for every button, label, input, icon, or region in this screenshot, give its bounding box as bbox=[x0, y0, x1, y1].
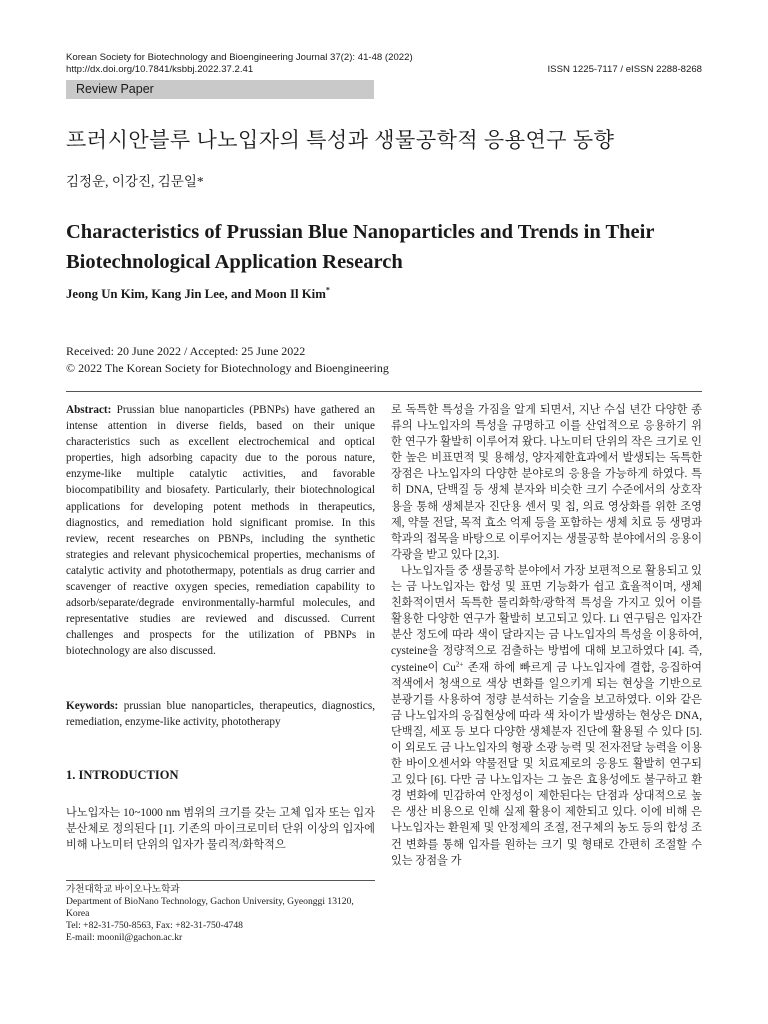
introduction-heading: 1. INTRODUCTION bbox=[66, 768, 179, 782]
title-korean: 프러시안블루 나노입자의 특성과 생물공학적 응용연구 동향 bbox=[66, 128, 615, 152]
keywords-text: prussian blue nanoparticles, therapeutics, diagnostics, remediation, enzyme-like activity, phototherapy bbox=[66, 700, 376, 729]
abstract bbox=[66, 402, 375, 660]
introduction-text: 나노입자는 10~1000 nm 범위의 크기를 갖는 고체 입자 또는 입자 분산체로 정의된다 [1]. 기존의 마이크로미터 단위 이상의 입자에 비해 나노미터 단위의 입자가 물리적/화학적으 bbox=[66, 807, 375, 852]
title-english-line1: Characteristics of Prussian Blue Nanoparticles and Trends in Their bbox=[66, 221, 655, 243]
copyright: © 2022 The Korean Society for Biotechnology and Bioengineering bbox=[66, 361, 389, 375]
right-column bbox=[391, 402, 702, 869]
issn: ISSN 1225-7117 / eISSN 2288-8268 bbox=[547, 64, 702, 75]
title-english-line2: Biotechnological Application Research bbox=[66, 251, 403, 273]
contact-phone: Tel: +82-31-750-8563, Fax: +82-31-750-4748 bbox=[66, 920, 243, 931]
affiliation-english: Department of BioNano Technology, Gachon University, Gyeonggi 13120, Korea bbox=[66, 896, 354, 919]
header-divider bbox=[66, 391, 702, 392]
paragraph-2-part1: 나노입자들 중 생물공학 분야에서 가장 보편적으로 활용되고 있는 금 나노입자는 합성 및 표면 기능화가 쉽고 효율적이며, 생체 친화적이면서 독특한 물리화학/광학적 특성을 가지고 있어 이를 활용한 다양한 연구가 활발히 보고되고 있다. Li 연구팀은 입자간 분산 정도에 따라 색이 달라지는 금 나노입자의 특성을 이용하여, cysteine을 정량적으로 검출하는 방법에 대해 보고하였다 [4]. 즉, cysteine이 Cu bbox=[391, 564, 702, 674]
keywords-label: Keywords: bbox=[66, 700, 119, 712]
paragraph-2-part2: 존재 하에 빠르게 금 나노입자에 결합, 응집하여 적색에서 청색으로 색상 변화를 일으키게 되는 현상을 기반으로 분광기를 사용하여 정량 분석하는 기술을 보고하였다. 이와 같은 금 나노입자의 응집현상에 따라 색 차이가 발생하는 현상은 DNA, 단백질, 세포 등 보다 다양한 생체분자 진단에 활용될 수 있다 [5]. 이 외로도 금 나노입자의 형광 소광 능력 및 전자전달 능력을 이용한 바이오센서와 약물전달 및 치료제로의 응용도 활발히 연구되고 있다 [6]. 다만 금 나노입자는 그 높은 효용성에도 불구하고 환경 변화에 민감하여 안정성이 제한된다는 단점과 상대적으로 높은 생산 비용으로 인해 실제 활용이 제한되고 있다. 이에 비해 은 나노입자는 환원제 및 안정제의 조절, 전구체의 농도 등의 합성 조건 변화를 통해 입자를 원하는 크기 및 형태로 간편히 조절할 수 있는 장점을 가 bbox=[391, 661, 702, 867]
journal-citation: Korean Society for Biotechnology and Bioengineering Journal 37(2): 41-48 (2022) bbox=[66, 52, 413, 63]
abstract-text: Prussian blue nanoparticles (PBNPs) have gathered an intense attention in diverse fields, based on their unique characteristics such as excellent electrochemical and optical properties, high adsorbing capacity due to the porous nature, enzyme-like multiple catalytic activities, and favorable biocompatibility and biosafety. Particularly, their biotechnological applications for developing potent methods in therapeutics, diagnostics, and remediation hold significant promise. In this review, recent researches on PBNPs, including the synthetic strategies and relevant physicochemical properties, mechanisms of catalytic activity and photothermapy, potentials as drug carrier and scavenger of reactive oxygen species, remediation capability to adsorb/separate/degrade environmentally-harmful molecules, and representative studies are reviewed and discussed. Current challenges and prospects for the utilization of PBNPs in biotechnology are also discussed. bbox=[66, 404, 375, 658]
authors-korean: 김정운, 이강진, 김문일* bbox=[66, 174, 204, 189]
section-label: Review Paper bbox=[66, 80, 374, 99]
charge-superscript: 2+ bbox=[455, 659, 464, 668]
footnote-divider bbox=[66, 880, 375, 881]
authors-english bbox=[66, 287, 330, 302]
footnote bbox=[66, 884, 375, 944]
contact-email[interactable]: E-mail: moonil@gachon.ac.kr bbox=[66, 932, 183, 943]
journal-header bbox=[66, 52, 702, 76]
received-dates: Received: 20 June 2022 / Accepted: 25 June 2022 bbox=[66, 344, 306, 358]
doi-link[interactable]: http://dx.doi.org/10.7841/ksbbj.2022.37.2.41 bbox=[66, 64, 254, 75]
abstract-label: Abstract: bbox=[66, 404, 112, 416]
paragraph-1: 로 독특한 특성을 가짐을 알게 되면서, 지난 수십 년간 다양한 종류의 나노입자의 특성을 규명하고 이를 산업적으로 응용하기 위한 연구가 활발히 이루어져 왔다. 나노미터 단위의 작은 크기로 인한 높은 비표면적 및 용해성, 양자제한효과에서 발생되는 독특한 장점은 나노입자의 다양한 분야로의 응용을 가능하게 하였다. 특히 DNA, 단백질 등 생체 분자와 비슷한 크기 수준에서의 상호작용을 통해 생체분자 진단용 센서 및 칩, 의료 영상화를 위한 조영제, 약물 전달, 목적 효소 억제 등을 포함하는 생체 치료 등 생명과학과의 접목을 바탕으로 이루어지는 생물공학 분야에서의 응용이 각광을 받고 있다 [2,3]. bbox=[391, 404, 702, 561]
keywords bbox=[66, 698, 375, 730]
corresponding-mark: * bbox=[325, 285, 330, 295]
authors-english-names: Jeong Un Kim, Kang Jin Lee, and Moon Il Kim bbox=[66, 287, 326, 301]
title-english bbox=[66, 217, 706, 277]
publication-info bbox=[66, 343, 389, 377]
paragraph-2 bbox=[391, 563, 702, 869]
affiliation-korean: 가천대학교 바이오나노학과 bbox=[66, 884, 180, 895]
